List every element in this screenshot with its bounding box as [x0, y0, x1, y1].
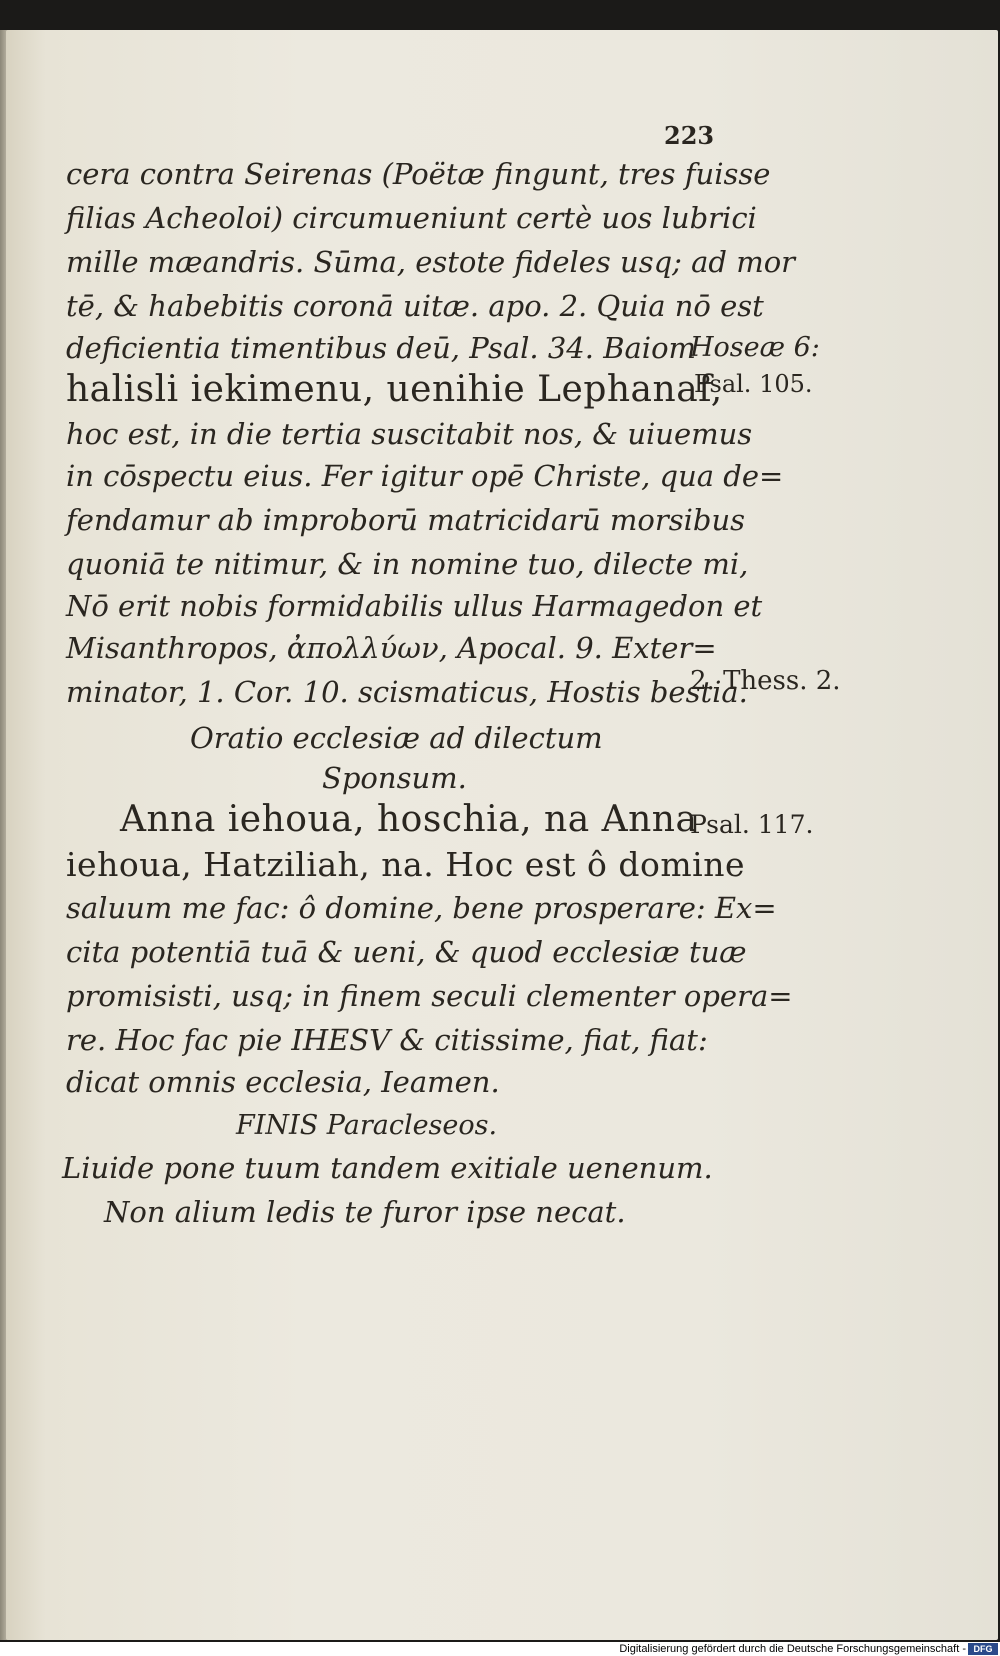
text-line: saluum me fac: ô domine, bene prosperare: Ex=: [66, 891, 777, 925]
section-heading: Oratio ecclesiæ ad dilectum: [190, 721, 603, 755]
text-line: mille mæandris. Sūma, estote fideles usq; ad mor: [66, 245, 796, 279]
text-line: minator, 1. Cor. 10. scismaticus, Hostis bestia.: [66, 675, 748, 709]
text-line: cita potentiā tuā & ueni, & quod ecclesiæ tuæ: [66, 935, 747, 969]
text-line: Misanthropos, ἀπολλύων, Apocal. 9. Exter=: [66, 631, 717, 665]
text-line: tē, & habebitis coronā uitæ. apo. 2. Quia nō est: [66, 289, 764, 323]
verse-line: Liuide pone tuum tandem exitiale uenenum.: [62, 1151, 713, 1185]
text-line: dicat omnis ecclesia, Ieamen.: [66, 1065, 500, 1099]
text-line: promisisti, usq; in finem seculi clementer opera=: [66, 979, 793, 1013]
text-line: in cōspectu eius. Fer igitur opē Christe, qua de=: [66, 459, 784, 493]
text-line: iehoua, Hatziliah, na. Hoc est ô domine: [66, 845, 746, 884]
text-line: Nō erit nobis formidabilis ullus Harmagedon et: [66, 589, 763, 623]
verse-line: Non alium ledis te furor ipse necat.: [104, 1195, 626, 1229]
section-heading: Sponsum.: [322, 761, 467, 795]
dfg-logo: DFG: [968, 1643, 998, 1655]
text-line: halisli iekimenu, uenihie Lephanaf,: [66, 369, 723, 410]
page-number: 223: [664, 121, 715, 150]
text-line: fendamur ab improborū matricidarū morsibus: [66, 503, 746, 537]
finis-line: FINIS Paracleseos.: [236, 1110, 498, 1141]
text-line: filias Acheoloi) circumueniunt certè uos lubrici: [66, 201, 757, 235]
margin-note: Psal. 105.: [694, 370, 813, 398]
margin-note: 2. Thess. 2.: [690, 666, 841, 696]
text-line: re. Hoc fac pie IHESV & citissime, fiat, fiat:: [66, 1023, 708, 1057]
margin-note: Psal. 117.: [690, 810, 814, 839]
text-line: cera contra Seirenas (Poëtæ fingunt, tres fuisse: [66, 157, 771, 191]
footer-credit: Digitalisierung gefördert durch die Deutsche Forschungsgemeinschaft -: [619, 1643, 966, 1655]
text-line: hoc est, in die tertia suscitabit nos, & uiuemus: [66, 417, 753, 451]
text-line: Anna iehoua, hoschia, na Anna: [120, 799, 698, 840]
text-line: quoniā te nitimur, & in nomine tuo, dilecte mi,: [66, 547, 749, 581]
margin-note: Hoseæ 6:: [690, 332, 820, 363]
text-line: deficientia timentibus deū, Psal. 34. Baiom: [66, 331, 697, 365]
